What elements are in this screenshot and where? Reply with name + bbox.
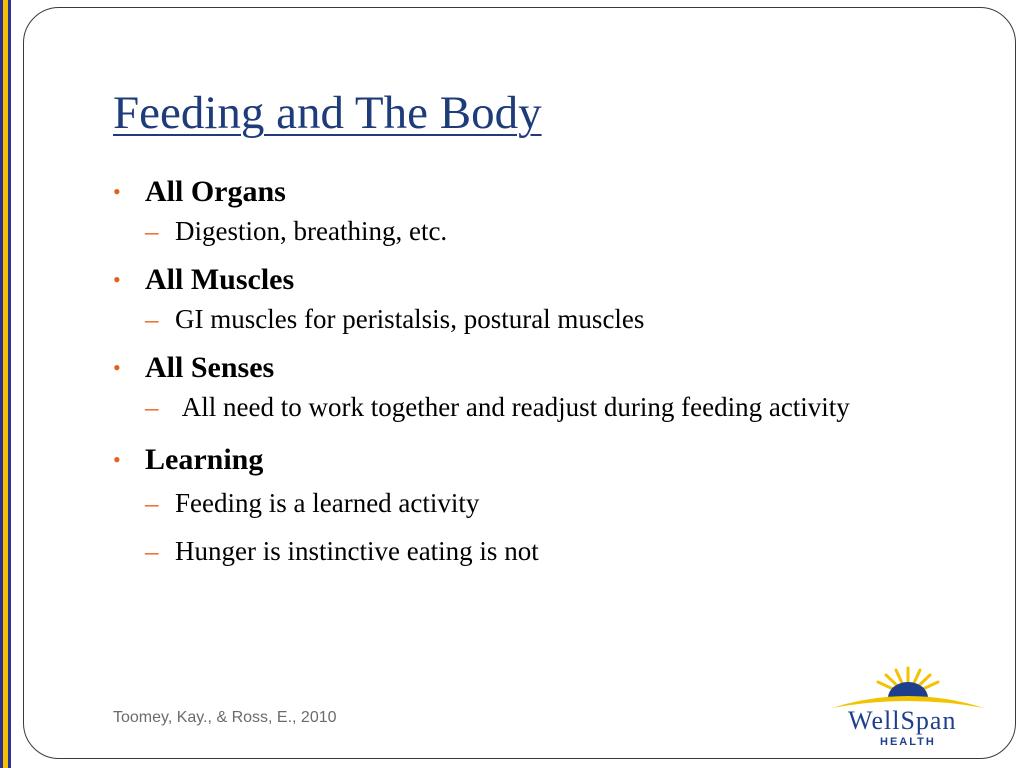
- dash-icon: –: [145, 488, 159, 518]
- bullet-label: All Senses: [145, 351, 275, 384]
- logo-wordmark: WellSpan: [848, 706, 957, 735]
- sub-bullet-item: [113, 532, 933, 570]
- sunrise-icon: [828, 662, 988, 712]
- citation: Toomey, Kay., & Ross, E., 2010: [113, 709, 337, 726]
- wellspan-logo: [828, 662, 988, 752]
- sub-bullet-item: [113, 484, 933, 522]
- sub-bullet-item: [113, 212, 933, 250]
- dash-icon: –: [145, 216, 159, 246]
- bullet-item: [113, 260, 933, 300]
- dash-icon: –: [145, 304, 159, 334]
- bullet-label: All Organs: [145, 175, 286, 208]
- bullet-item: [113, 440, 933, 480]
- bullet-dot-icon: •: [113, 447, 121, 472]
- bullet-dot-icon: •: [113, 355, 121, 380]
- sub-bullet-text: Hunger is instinctive eating is not: [175, 536, 539, 566]
- bullet-label: Learning: [145, 443, 264, 476]
- dash-icon: –: [145, 536, 159, 566]
- sub-bullet-text: All need to work together and readjust during feeding activity: [175, 392, 850, 422]
- sub-bullet-text: Digestion, breathing, etc.: [175, 216, 448, 246]
- slide-title: Feeding and The Body: [113, 87, 542, 139]
- bullet-dot-icon: •: [113, 267, 121, 292]
- bullet-dot-icon: •: [113, 179, 121, 204]
- bullet-item: [113, 172, 933, 212]
- logo-subtitle: HEALTH: [880, 736, 936, 748]
- sub-bullet-text: GI muscles for peristalsis, postural muscles: [175, 304, 645, 334]
- bullet-label: All Muscles: [145, 263, 295, 296]
- sub-bullet-item: [113, 300, 933, 338]
- left-border-stripe-inner: [8, 0, 11, 768]
- sub-bullet-text: Feeding is a learned activity: [175, 488, 480, 518]
- bullet-item: [113, 348, 933, 388]
- bullet-list: [113, 172, 933, 570]
- dash-icon: –: [145, 392, 159, 422]
- sub-bullet-item: [113, 388, 933, 426]
